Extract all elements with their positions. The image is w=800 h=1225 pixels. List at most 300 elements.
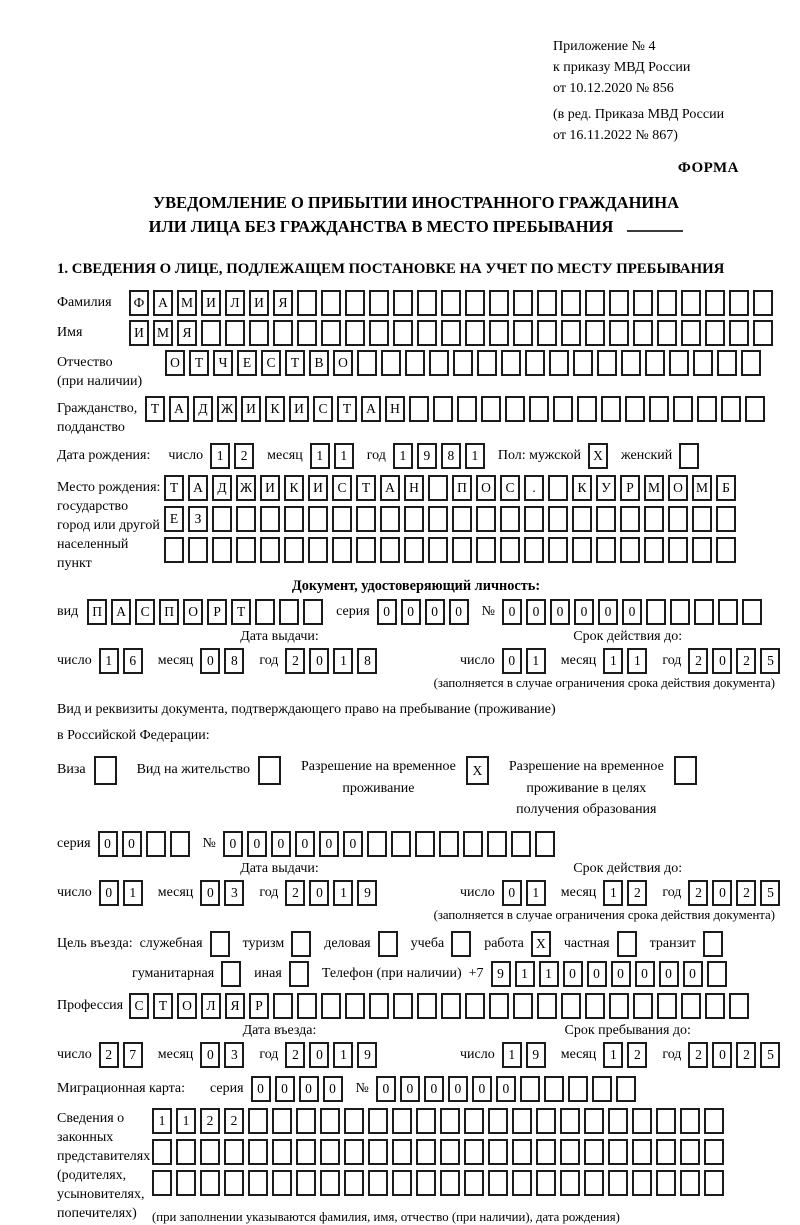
char-box[interactable] bbox=[236, 506, 256, 532]
char-box[interactable] bbox=[584, 1170, 604, 1196]
char-box[interactable] bbox=[488, 1170, 508, 1196]
char-box[interactable] bbox=[272, 1108, 292, 1134]
char-box[interactable]: Я bbox=[177, 320, 197, 346]
char-box[interactable] bbox=[284, 537, 304, 563]
char-box[interactable]: 0 bbox=[425, 599, 445, 625]
char-box[interactable] bbox=[592, 1076, 612, 1102]
char-box[interactable]: 8 bbox=[441, 443, 461, 469]
char-box[interactable]: Т bbox=[285, 350, 305, 376]
char-box[interactable] bbox=[94, 756, 117, 785]
char-box[interactable] bbox=[321, 320, 341, 346]
char-box[interactable] bbox=[669, 350, 689, 376]
char-box[interactable]: Р bbox=[620, 475, 640, 501]
char-box[interactable] bbox=[705, 993, 725, 1019]
char-box[interactable] bbox=[344, 1170, 364, 1196]
char-box[interactable]: Ж bbox=[236, 475, 256, 501]
char-box[interactable] bbox=[201, 320, 221, 346]
char-box[interactable]: С bbox=[332, 475, 352, 501]
char-box[interactable] bbox=[513, 993, 533, 1019]
char-box[interactable] bbox=[260, 506, 280, 532]
char-box[interactable] bbox=[520, 1076, 540, 1102]
char-box[interactable]: С bbox=[313, 396, 333, 422]
char-box[interactable]: М bbox=[692, 475, 712, 501]
char-box[interactable] bbox=[170, 831, 190, 857]
char-box[interactable] bbox=[668, 506, 688, 532]
char-box[interactable] bbox=[440, 1139, 460, 1165]
char-box[interactable] bbox=[729, 993, 749, 1019]
char-box[interactable] bbox=[681, 320, 701, 346]
char-box[interactable] bbox=[453, 350, 473, 376]
char-box[interactable] bbox=[704, 1139, 724, 1165]
char-box[interactable] bbox=[368, 1108, 388, 1134]
char-box[interactable] bbox=[380, 506, 400, 532]
char-box[interactable]: Д bbox=[193, 396, 213, 422]
char-box[interactable] bbox=[673, 396, 693, 422]
char-box[interactable] bbox=[716, 537, 736, 563]
char-box[interactable] bbox=[463, 831, 483, 857]
char-box[interactable]: X bbox=[466, 756, 489, 785]
char-box[interactable] bbox=[553, 396, 573, 422]
char-box[interactable]: О bbox=[333, 350, 353, 376]
char-box[interactable] bbox=[321, 290, 341, 316]
char-box[interactable] bbox=[369, 993, 389, 1019]
char-box[interactable] bbox=[512, 1139, 532, 1165]
char-box[interactable] bbox=[258, 756, 281, 785]
char-box[interactable] bbox=[536, 1139, 556, 1165]
char-box[interactable] bbox=[225, 320, 245, 346]
char-box[interactable] bbox=[692, 537, 712, 563]
char-box[interactable] bbox=[146, 831, 166, 857]
char-box[interactable] bbox=[705, 320, 725, 346]
char-box[interactable] bbox=[248, 1139, 268, 1165]
char-box[interactable] bbox=[597, 350, 617, 376]
char-box[interactable] bbox=[625, 396, 645, 422]
char-box[interactable] bbox=[415, 831, 435, 857]
char-box[interactable]: 0 bbox=[400, 1076, 420, 1102]
char-box[interactable] bbox=[272, 1139, 292, 1165]
char-box[interactable] bbox=[505, 396, 525, 422]
char-box[interactable]: 0 bbox=[659, 961, 679, 987]
char-box[interactable]: 0 bbox=[295, 831, 315, 857]
char-box[interactable] bbox=[705, 290, 725, 316]
char-box[interactable]: 1 bbox=[176, 1108, 196, 1134]
char-box[interactable] bbox=[656, 1170, 676, 1196]
char-box[interactable]: Н bbox=[404, 475, 424, 501]
char-box[interactable]: 9 bbox=[357, 880, 377, 906]
char-box[interactable]: 5 bbox=[760, 1042, 780, 1068]
char-box[interactable] bbox=[176, 1139, 196, 1165]
char-box[interactable]: 0 bbox=[550, 599, 570, 625]
char-box[interactable] bbox=[500, 506, 520, 532]
char-box[interactable]: 1 bbox=[515, 961, 535, 987]
char-box[interactable] bbox=[391, 831, 411, 857]
char-box[interactable] bbox=[332, 537, 352, 563]
char-box[interactable] bbox=[668, 537, 688, 563]
char-box[interactable]: X bbox=[531, 931, 551, 957]
char-box[interactable] bbox=[464, 1139, 484, 1165]
char-box[interactable]: Б bbox=[716, 475, 736, 501]
char-box[interactable] bbox=[657, 290, 677, 316]
char-box[interactable] bbox=[585, 290, 605, 316]
char-box[interactable]: А bbox=[380, 475, 400, 501]
char-box[interactable]: Т bbox=[337, 396, 357, 422]
char-box[interactable]: А bbox=[188, 475, 208, 501]
char-box[interactable] bbox=[656, 1108, 676, 1134]
char-box[interactable] bbox=[378, 931, 398, 957]
char-box[interactable] bbox=[224, 1170, 244, 1196]
char-box[interactable]: Л bbox=[225, 290, 245, 316]
char-box[interactable] bbox=[679, 443, 699, 469]
char-box[interactable] bbox=[296, 1139, 316, 1165]
char-box[interactable] bbox=[417, 290, 437, 316]
char-box[interactable] bbox=[513, 290, 533, 316]
char-box[interactable]: 1 bbox=[465, 443, 485, 469]
char-box[interactable]: 0 bbox=[448, 1076, 468, 1102]
char-box[interactable]: С bbox=[135, 599, 155, 625]
char-box[interactable] bbox=[511, 831, 531, 857]
char-box[interactable] bbox=[344, 1139, 364, 1165]
char-box[interactable]: Н bbox=[385, 396, 405, 422]
char-box[interactable] bbox=[561, 320, 581, 346]
char-box[interactable] bbox=[632, 1170, 652, 1196]
char-box[interactable]: Л bbox=[201, 993, 221, 1019]
char-box[interactable] bbox=[248, 1170, 268, 1196]
char-box[interactable] bbox=[657, 993, 677, 1019]
char-box[interactable]: 2 bbox=[224, 1108, 244, 1134]
char-box[interactable]: О bbox=[668, 475, 688, 501]
char-box[interactable] bbox=[729, 290, 749, 316]
char-box[interactable] bbox=[716, 506, 736, 532]
char-box[interactable] bbox=[221, 961, 241, 987]
char-box[interactable] bbox=[572, 506, 592, 532]
char-box[interactable]: 2 bbox=[688, 880, 708, 906]
char-box[interactable]: О bbox=[183, 599, 203, 625]
char-box[interactable]: 2 bbox=[234, 443, 254, 469]
char-box[interactable] bbox=[308, 506, 328, 532]
char-box[interactable]: А bbox=[169, 396, 189, 422]
char-box[interactable]: 2 bbox=[285, 1042, 305, 1068]
char-box[interactable] bbox=[717, 350, 737, 376]
char-box[interactable] bbox=[308, 537, 328, 563]
char-box[interactable] bbox=[212, 537, 232, 563]
char-box[interactable]: Я bbox=[225, 993, 245, 1019]
char-box[interactable] bbox=[345, 993, 365, 1019]
char-box[interactable]: 2 bbox=[627, 1042, 647, 1068]
char-box[interactable] bbox=[291, 931, 311, 957]
char-box[interactable]: 0 bbox=[271, 831, 291, 857]
char-box[interactable]: 0 bbox=[502, 648, 522, 674]
char-box[interactable]: 1 bbox=[210, 443, 230, 469]
char-box[interactable] bbox=[440, 1108, 460, 1134]
char-box[interactable] bbox=[465, 290, 485, 316]
char-box[interactable] bbox=[536, 1108, 556, 1134]
char-box[interactable]: В bbox=[309, 350, 329, 376]
char-box[interactable] bbox=[680, 1108, 700, 1134]
char-box[interactable] bbox=[707, 961, 727, 987]
char-box[interactable]: 0 bbox=[343, 831, 363, 857]
char-box[interactable] bbox=[617, 931, 637, 957]
char-box[interactable] bbox=[392, 1139, 412, 1165]
char-box[interactable]: Е bbox=[237, 350, 257, 376]
char-box[interactable]: Т bbox=[164, 475, 184, 501]
char-box[interactable]: 0 bbox=[502, 880, 522, 906]
char-box[interactable]: 1 bbox=[333, 880, 353, 906]
char-box[interactable] bbox=[152, 1170, 172, 1196]
char-box[interactable]: 0 bbox=[598, 599, 618, 625]
char-box[interactable]: 2 bbox=[688, 648, 708, 674]
char-box[interactable] bbox=[572, 537, 592, 563]
char-box[interactable] bbox=[417, 993, 437, 1019]
char-box[interactable] bbox=[703, 931, 723, 957]
char-box[interactable] bbox=[561, 290, 581, 316]
char-box[interactable] bbox=[441, 290, 461, 316]
char-box[interactable] bbox=[465, 320, 485, 346]
char-box[interactable] bbox=[512, 1170, 532, 1196]
char-box[interactable]: 0 bbox=[472, 1076, 492, 1102]
char-box[interactable] bbox=[289, 961, 309, 987]
char-box[interactable] bbox=[680, 1170, 700, 1196]
char-box[interactable]: 5 bbox=[760, 648, 780, 674]
char-box[interactable] bbox=[303, 599, 323, 625]
char-box[interactable] bbox=[452, 506, 472, 532]
char-box[interactable] bbox=[464, 1108, 484, 1134]
char-box[interactable] bbox=[380, 537, 400, 563]
char-box[interactable]: 0 bbox=[99, 880, 119, 906]
char-box[interactable]: П bbox=[87, 599, 107, 625]
char-box[interactable]: С bbox=[500, 475, 520, 501]
char-box[interactable]: 0 bbox=[200, 1042, 220, 1068]
char-box[interactable]: 0 bbox=[526, 599, 546, 625]
char-box[interactable] bbox=[693, 350, 713, 376]
char-box[interactable]: 0 bbox=[319, 831, 339, 857]
char-box[interactable] bbox=[357, 350, 377, 376]
char-box[interactable] bbox=[632, 1108, 652, 1134]
char-box[interactable] bbox=[393, 290, 413, 316]
char-box[interactable]: 1 bbox=[333, 648, 353, 674]
char-box[interactable]: 0 bbox=[683, 961, 703, 987]
char-box[interactable] bbox=[525, 350, 545, 376]
char-box[interactable] bbox=[584, 1108, 604, 1134]
char-box[interactable] bbox=[297, 993, 317, 1019]
char-box[interactable]: Я bbox=[273, 290, 293, 316]
char-box[interactable] bbox=[544, 1076, 564, 1102]
char-box[interactable] bbox=[721, 396, 741, 422]
char-box[interactable]: 3 bbox=[224, 1042, 244, 1068]
char-box[interactable]: Ф bbox=[129, 290, 149, 316]
char-box[interactable] bbox=[573, 350, 593, 376]
char-box[interactable] bbox=[529, 396, 549, 422]
char-box[interactable] bbox=[356, 537, 376, 563]
char-box[interactable] bbox=[321, 993, 341, 1019]
char-box[interactable]: К bbox=[284, 475, 304, 501]
char-box[interactable]: 9 bbox=[526, 1042, 546, 1068]
char-box[interactable]: 0 bbox=[424, 1076, 444, 1102]
char-box[interactable]: 1 bbox=[603, 880, 623, 906]
char-box[interactable]: 0 bbox=[401, 599, 421, 625]
char-box[interactable]: 0 bbox=[299, 1076, 319, 1102]
char-box[interactable] bbox=[548, 475, 568, 501]
char-box[interactable] bbox=[536, 1170, 556, 1196]
char-box[interactable]: А bbox=[111, 599, 131, 625]
char-box[interactable] bbox=[416, 1139, 436, 1165]
char-box[interactable] bbox=[577, 396, 597, 422]
char-box[interactable] bbox=[236, 537, 256, 563]
char-box[interactable] bbox=[568, 1076, 588, 1102]
char-box[interactable]: К bbox=[265, 396, 285, 422]
char-box[interactable] bbox=[320, 1108, 340, 1134]
char-box[interactable] bbox=[481, 396, 501, 422]
char-box[interactable] bbox=[476, 537, 496, 563]
char-box[interactable] bbox=[649, 396, 669, 422]
char-box[interactable] bbox=[489, 993, 509, 1019]
char-box[interactable] bbox=[345, 290, 365, 316]
char-box[interactable]: 0 bbox=[712, 880, 732, 906]
char-box[interactable]: 2 bbox=[736, 1042, 756, 1068]
char-box[interactable] bbox=[367, 831, 387, 857]
char-box[interactable] bbox=[200, 1139, 220, 1165]
char-box[interactable]: 9 bbox=[491, 961, 511, 987]
char-box[interactable] bbox=[501, 350, 521, 376]
char-box[interactable] bbox=[753, 290, 773, 316]
char-box[interactable] bbox=[616, 1076, 636, 1102]
char-box[interactable] bbox=[284, 506, 304, 532]
char-box[interactable] bbox=[741, 350, 761, 376]
char-box[interactable]: 6 bbox=[123, 648, 143, 674]
char-box[interactable] bbox=[560, 1139, 580, 1165]
char-box[interactable]: 1 bbox=[99, 648, 119, 674]
char-box[interactable] bbox=[477, 350, 497, 376]
char-box[interactable]: Т bbox=[189, 350, 209, 376]
char-box[interactable] bbox=[392, 1170, 412, 1196]
char-box[interactable]: 1 bbox=[502, 1042, 522, 1068]
char-box[interactable] bbox=[433, 396, 453, 422]
char-box[interactable]: Ч bbox=[213, 350, 233, 376]
char-box[interactable] bbox=[535, 831, 555, 857]
char-box[interactable] bbox=[601, 396, 621, 422]
char-box[interactable] bbox=[210, 931, 230, 957]
char-box[interactable] bbox=[332, 506, 352, 532]
char-box[interactable]: Д bbox=[212, 475, 232, 501]
char-box[interactable] bbox=[621, 350, 641, 376]
char-box[interactable] bbox=[416, 1108, 436, 1134]
char-box[interactable] bbox=[279, 599, 299, 625]
char-box[interactable]: 1 bbox=[627, 648, 647, 674]
char-box[interactable] bbox=[488, 1108, 508, 1134]
char-box[interactable]: Р bbox=[207, 599, 227, 625]
char-box[interactable] bbox=[742, 599, 762, 625]
char-box[interactable]: Т bbox=[356, 475, 376, 501]
char-box[interactable]: О bbox=[165, 350, 185, 376]
char-box[interactable]: 0 bbox=[496, 1076, 516, 1102]
char-box[interactable] bbox=[368, 1139, 388, 1165]
char-box[interactable] bbox=[549, 350, 569, 376]
char-box[interactable] bbox=[681, 290, 701, 316]
char-box[interactable] bbox=[260, 537, 280, 563]
char-box[interactable] bbox=[620, 506, 640, 532]
char-box[interactable]: 2 bbox=[736, 648, 756, 674]
char-box[interactable] bbox=[657, 320, 677, 346]
char-box[interactable]: П bbox=[452, 475, 472, 501]
char-box[interactable] bbox=[561, 993, 581, 1019]
char-box[interactable]: У bbox=[596, 475, 616, 501]
char-box[interactable] bbox=[608, 1139, 628, 1165]
char-box[interactable] bbox=[488, 1139, 508, 1165]
char-box[interactable]: С bbox=[129, 993, 149, 1019]
char-box[interactable]: 7 bbox=[123, 1042, 143, 1068]
char-box[interactable] bbox=[694, 599, 714, 625]
char-box[interactable]: 0 bbox=[622, 599, 642, 625]
char-box[interactable] bbox=[512, 1108, 532, 1134]
char-box[interactable]: 8 bbox=[224, 648, 244, 674]
char-box[interactable] bbox=[609, 993, 629, 1019]
char-box[interactable] bbox=[753, 320, 773, 346]
char-box[interactable] bbox=[585, 993, 605, 1019]
char-box[interactable]: 0 bbox=[574, 599, 594, 625]
char-box[interactable] bbox=[680, 1139, 700, 1165]
char-box[interactable] bbox=[296, 1170, 316, 1196]
char-box[interactable]: И bbox=[129, 320, 149, 346]
char-box[interactable] bbox=[188, 537, 208, 563]
char-box[interactable]: 9 bbox=[417, 443, 437, 469]
char-box[interactable]: 1 bbox=[310, 443, 330, 469]
char-box[interactable] bbox=[681, 993, 701, 1019]
char-box[interactable] bbox=[417, 320, 437, 346]
char-box[interactable] bbox=[633, 290, 653, 316]
char-box[interactable] bbox=[152, 1139, 172, 1165]
char-box[interactable] bbox=[320, 1139, 340, 1165]
char-box[interactable] bbox=[729, 320, 749, 346]
char-box[interactable] bbox=[560, 1108, 580, 1134]
char-box[interactable]: И bbox=[249, 290, 269, 316]
char-box[interactable] bbox=[464, 1170, 484, 1196]
char-box[interactable]: 0 bbox=[98, 831, 118, 857]
char-box[interactable]: М bbox=[644, 475, 664, 501]
char-box[interactable]: И bbox=[201, 290, 221, 316]
char-box[interactable] bbox=[489, 320, 509, 346]
char-box[interactable] bbox=[692, 506, 712, 532]
char-box[interactable]: 0 bbox=[275, 1076, 295, 1102]
char-box[interactable] bbox=[441, 320, 461, 346]
char-box[interactable] bbox=[272, 1170, 292, 1196]
char-box[interactable] bbox=[320, 1170, 340, 1196]
char-box[interactable]: 0 bbox=[323, 1076, 343, 1102]
char-box[interactable]: И bbox=[289, 396, 309, 422]
char-box[interactable] bbox=[632, 1139, 652, 1165]
char-box[interactable]: 1 bbox=[603, 1042, 623, 1068]
char-box[interactable]: 0 bbox=[200, 880, 220, 906]
char-box[interactable]: 0 bbox=[251, 1076, 271, 1102]
char-box[interactable] bbox=[297, 290, 317, 316]
char-box[interactable] bbox=[416, 1170, 436, 1196]
char-box[interactable] bbox=[345, 320, 365, 346]
char-box[interactable] bbox=[670, 599, 690, 625]
char-box[interactable] bbox=[524, 537, 544, 563]
char-box[interactable]: . bbox=[524, 475, 544, 501]
char-box[interactable] bbox=[645, 350, 665, 376]
char-box[interactable] bbox=[296, 1108, 316, 1134]
char-box[interactable]: Т bbox=[231, 599, 251, 625]
char-box[interactable] bbox=[704, 1108, 724, 1134]
char-box[interactable] bbox=[404, 506, 424, 532]
char-box[interactable] bbox=[609, 290, 629, 316]
char-box[interactable] bbox=[584, 1139, 604, 1165]
char-box[interactable] bbox=[524, 506, 544, 532]
char-box[interactable] bbox=[596, 506, 616, 532]
char-box[interactable] bbox=[620, 537, 640, 563]
char-box[interactable]: И bbox=[308, 475, 328, 501]
char-box[interactable] bbox=[718, 599, 738, 625]
char-box[interactable]: 0 bbox=[611, 961, 631, 987]
